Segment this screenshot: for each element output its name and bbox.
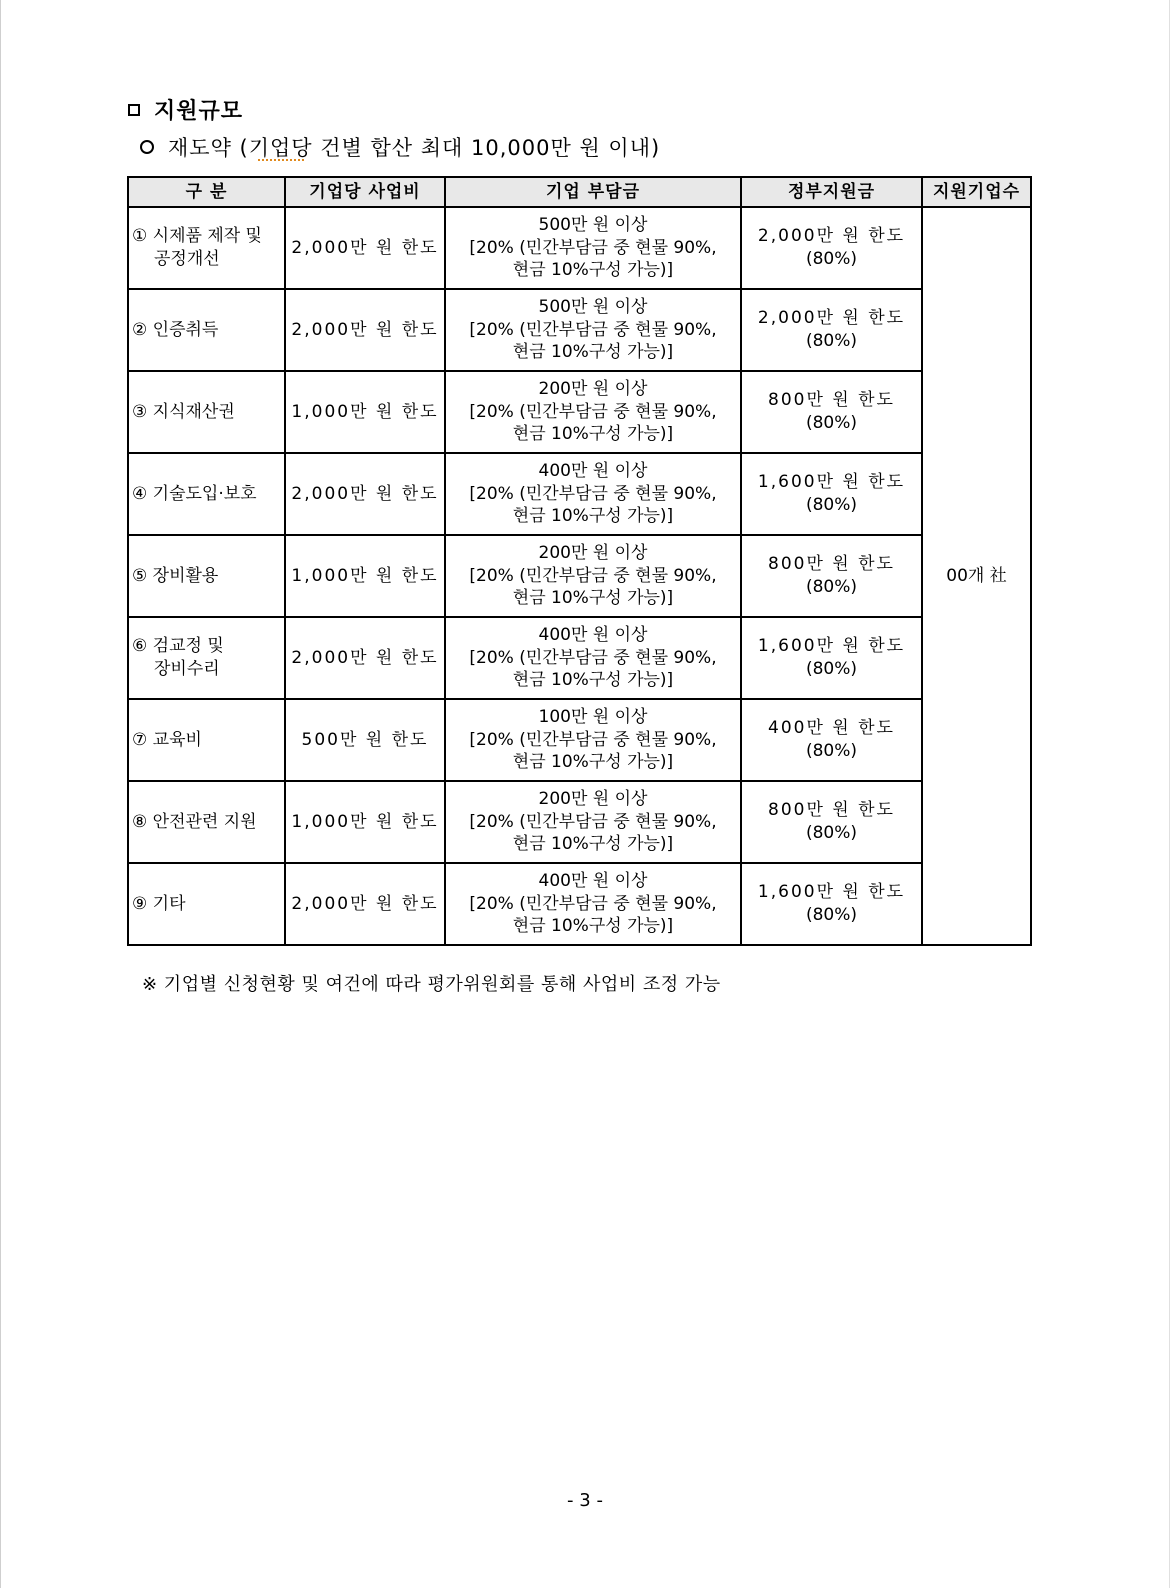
category-line: ② 인증취득: [132, 319, 219, 340]
burden-cell: [445, 535, 741, 617]
category-line: ⑤ 장비활용: [132, 565, 219, 586]
category-line: ⑧ 안전관련 지원: [132, 811, 257, 832]
burden-cell: [445, 207, 741, 289]
gov-support-ratio: (80%): [805, 495, 858, 515]
burden-cell: [445, 371, 741, 453]
footnote: ※ 기업별 신청현황 및 여건에 따라 평가위원회를 통해 사업비 조정 가능: [142, 974, 721, 995]
budget-cell: 2,000만 원 한도: [285, 617, 445, 699]
category-line: ⑥ 검교정 및: [132, 636, 224, 657]
burden-cell: [445, 289, 741, 371]
budget-cell: 1,000만 원 한도: [285, 535, 445, 617]
gov-support-limit: 1,600만 원 한도: [757, 472, 906, 493]
table-row: [128, 863, 1031, 945]
header-budget: 기업당 사업비: [285, 177, 445, 207]
gov-support-ratio: (80%): [805, 331, 858, 351]
burden-ratio: [20% (민간부담금 중 현물 90%,: [469, 729, 717, 750]
gov-support-cell: [741, 289, 922, 371]
burden-cell: [445, 863, 741, 945]
burden-min: 200만 원 이상: [538, 542, 648, 563]
gov-support-limit: 400만 원 한도: [768, 718, 895, 739]
burden-ratio: [20% (민간부담금 중 현물 90%,: [469, 565, 717, 586]
subtitle: [140, 132, 660, 162]
burden-ratio: [20% (민간부담금 중 현물 90%,: [469, 811, 717, 832]
category-cell: [128, 207, 285, 289]
gov-support-limit: 1,600만 원 한도: [757, 882, 906, 903]
header-company-burden: 기업 부담금: [445, 177, 741, 207]
gov-support-cell: [741, 617, 922, 699]
section-title: [128, 94, 243, 125]
square-bullet-icon: [128, 104, 140, 116]
category-cell: [128, 371, 285, 453]
spellcheck-underline: [258, 155, 304, 161]
header-category: 구 분: [128, 177, 285, 207]
burden-ratio: [20% (민간부담금 중 현물 90%,: [469, 319, 717, 340]
category-cell: [128, 781, 285, 863]
category-line: 공정개선: [154, 249, 220, 269]
category-line: ③ 지식재산권: [132, 401, 235, 422]
burden-min: 200만 원 이상: [538, 378, 648, 399]
gov-support-limit: 800만 원 한도: [768, 554, 895, 575]
table-row: [128, 453, 1031, 535]
table-header-row: [128, 177, 1031, 207]
gov-support-limit: 800만 원 한도: [768, 800, 895, 821]
burden-ratio: [20% (민간부담금 중 현물 90%,: [469, 647, 717, 668]
burden-cell: [445, 781, 741, 863]
table-row: [128, 781, 1031, 863]
burden-min: 200만 원 이상: [538, 788, 648, 809]
burden-ratio: [20% (민간부담금 중 현물 90%,: [469, 237, 717, 258]
burden-composition: 현금 10%구성 가능)]: [512, 424, 674, 445]
burden-min: 500만 원 이상: [538, 214, 648, 235]
burden-ratio: [20% (민간부담금 중 현물 90%,: [469, 893, 717, 914]
gov-support-ratio: (80%): [805, 659, 858, 679]
gov-support-ratio: (80%): [805, 577, 858, 597]
header-gov-support: 정부지원금: [741, 177, 922, 207]
gov-support-cell: [741, 371, 922, 453]
budget-cell: 500만 원 한도: [285, 699, 445, 781]
gov-support-limit: 800만 원 한도: [768, 390, 895, 411]
budget-cell: 1,000만 원 한도: [285, 781, 445, 863]
category-line: 장비수리: [154, 659, 220, 679]
table-row: [128, 699, 1031, 781]
gov-support-limit: 2,000만 원 한도: [757, 308, 906, 329]
category-line: ⑨ 기타: [132, 893, 186, 914]
category-cell: [128, 535, 285, 617]
company-count-cell: 00개 社: [922, 207, 1031, 945]
gov-support-ratio: (80%): [805, 905, 858, 925]
burden-min: 400만 원 이상: [538, 870, 648, 891]
burden-composition: 현금 10%구성 가능)]: [512, 834, 674, 855]
gov-support-cell: [741, 863, 922, 945]
category-cell: [128, 699, 285, 781]
category-line: ⑦ 교육비: [132, 729, 202, 750]
budget-cell: 2,000만 원 한도: [285, 207, 445, 289]
burden-cell: [445, 453, 741, 535]
gov-support-cell: [741, 453, 922, 535]
page-number: - 3 -: [567, 1490, 603, 1511]
budget-cell: 1,000만 원 한도: [285, 371, 445, 453]
burden-min: 500만 원 이상: [538, 296, 648, 317]
section-title-text: 지원규모: [154, 99, 244, 124]
table-row: [128, 617, 1031, 699]
burden-composition: 현금 10%구성 가능)]: [512, 260, 674, 281]
burden-cell: [445, 617, 741, 699]
circle-bullet-icon: [140, 140, 154, 154]
table-row: [128, 207, 1031, 289]
category-line: ① 시제품 제작 및: [132, 226, 262, 247]
burden-min: 400만 원 이상: [538, 624, 648, 645]
budget-cell: 2,000만 원 한도: [285, 863, 445, 945]
burden-composition: 현금 10%구성 가능)]: [512, 916, 674, 937]
burden-min: 400만 원 이상: [538, 460, 648, 481]
subtitle-text: 재도약 (기업당 건별 합산 최대 10,000만 원 이내): [168, 136, 661, 160]
burden-composition: 현금 10%구성 가능)]: [512, 588, 674, 609]
gov-support-limit: 2,000만 원 한도: [757, 226, 906, 247]
table-row: [128, 371, 1031, 453]
support-scale-table: [127, 176, 1032, 946]
burden-cell: [445, 699, 741, 781]
gov-support-ratio: (80%): [805, 249, 858, 269]
burden-composition: 현금 10%구성 가능)]: [512, 752, 674, 773]
page-edge: [0, 0, 1, 1588]
category-cell: [128, 863, 285, 945]
gov-support-ratio: (80%): [805, 413, 858, 433]
gov-support-ratio: (80%): [805, 741, 858, 761]
gov-support-limit: 1,600만 원 한도: [757, 636, 906, 657]
table-row: [128, 535, 1031, 617]
category-cell: [128, 453, 285, 535]
category-cell: [128, 289, 285, 371]
burden-ratio: [20% (민간부담금 중 현물 90%,: [469, 483, 717, 504]
gov-support-ratio: (80%): [805, 823, 858, 843]
burden-min: 100만 원 이상: [538, 706, 648, 727]
gov-support-cell: [741, 781, 922, 863]
gov-support-cell: [741, 535, 922, 617]
gov-support-cell: [741, 207, 922, 289]
gov-support-cell: [741, 699, 922, 781]
header-company-count: 지원기업수: [922, 177, 1031, 207]
category-cell: [128, 617, 285, 699]
budget-cell: 2,000만 원 한도: [285, 289, 445, 371]
burden-composition: 현금 10%구성 가능)]: [512, 670, 674, 691]
burden-composition: 현금 10%구성 가능)]: [512, 342, 674, 363]
table-row: [128, 289, 1031, 371]
burden-composition: 현금 10%구성 가능)]: [512, 506, 674, 527]
category-line: ④ 기술도입·보호: [132, 483, 257, 504]
budget-cell: 2,000만 원 한도: [285, 453, 445, 535]
burden-ratio: [20% (민간부담금 중 현물 90%,: [469, 401, 717, 422]
